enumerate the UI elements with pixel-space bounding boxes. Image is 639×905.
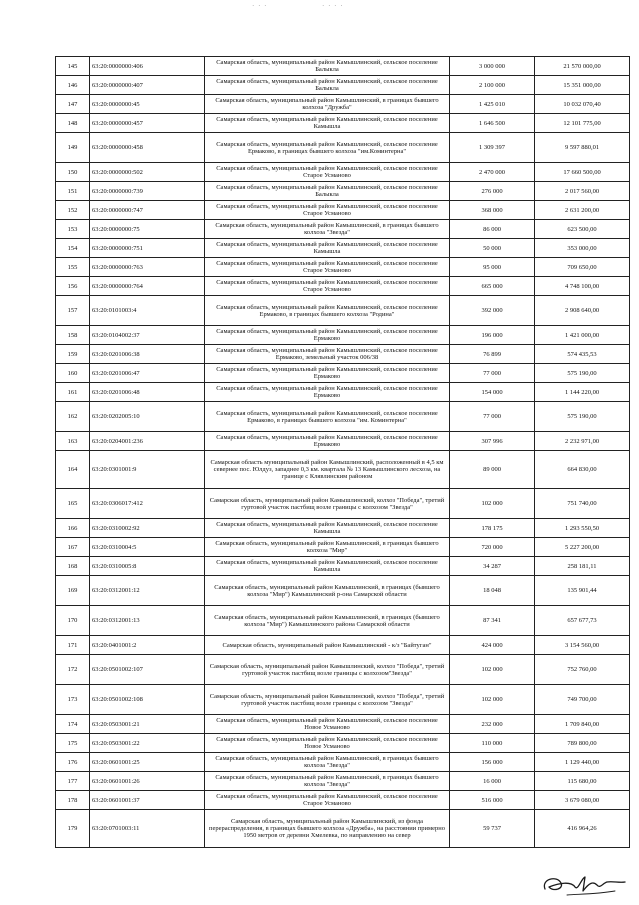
address-cell: Самарская область, муниципальный район Камышлинский, сельское поселение Балыкла — [205, 182, 450, 201]
area-cell: 1 646 500 — [450, 114, 535, 133]
cadastral-number-cell: 63:20:0000000:458 — [90, 133, 205, 163]
cost-cell: 21 570 000,00 — [535, 57, 630, 76]
cadastral-number-cell: 63:20:0000000:75 — [90, 220, 205, 239]
cadastral-number-cell: 63:20:0000000:751 — [90, 239, 205, 258]
table-row — [56, 345, 630, 364]
area-cell: 154 000 — [450, 383, 535, 402]
cadastral-number-cell: 63:20:0104002:37 — [90, 326, 205, 345]
table-row — [56, 715, 630, 734]
area-cell: 720 000 — [450, 538, 535, 557]
area-cell: 102 000 — [450, 489, 535, 519]
address-cell: Самарская область, муниципальный район Камышлинский, сельское поселение Балыкла — [205, 76, 450, 95]
cost-cell: 1 129 440,00 — [535, 753, 630, 772]
address-cell: Самарская область, муниципальный район Камышлинский, сельское поселение Старое Усманово — [205, 201, 450, 220]
table-row — [56, 489, 630, 519]
address-cell: Самарская область, муниципальный район Камышлинский, сельское поселение Ермаково, в границах бывшего колхоза "им.Коминтерна" — [205, 133, 450, 163]
cost-cell: 2 017 560,00 — [535, 182, 630, 201]
row-number-cell: 148 — [56, 114, 90, 133]
area-cell: 516 000 — [450, 791, 535, 810]
address-cell: Самарская область, муниципальный район Камышлинский, сельское поселение Новое Усманово — [205, 734, 450, 753]
table-row — [56, 606, 630, 636]
row-number-cell: 147 — [56, 95, 90, 114]
table-row — [56, 557, 630, 576]
address-cell: Самарская область, муниципальный район Камышлинский, сельское поселение Ермаково, в границах бывшего колхоза "Родина" — [205, 296, 450, 326]
row-number-cell: 167 — [56, 538, 90, 557]
cadastral-number-cell: 63:20:0101003:4 — [90, 296, 205, 326]
address-cell: Самарская область, муниципальный район Камышлинский, в границах (бывшего колхоза "Мир") Камышлинского района Самарской области — [205, 606, 450, 636]
row-number-cell: 178 — [56, 791, 90, 810]
table-row — [56, 182, 630, 201]
cost-cell: 709 650,00 — [535, 258, 630, 277]
table-row — [56, 753, 630, 772]
row-number-cell: 162 — [56, 402, 90, 432]
address-cell: Самарская область, муниципальный район Камышлинский, сельское поселение Балыкла — [205, 57, 450, 76]
cadastral-number-cell: 63:20:0306017:412 — [90, 489, 205, 519]
address-cell: Самарская область, муниципальный район Камышлинский, сельское поселение Ермаково — [205, 432, 450, 451]
cost-cell: 3 679 080,00 — [535, 791, 630, 810]
address-cell: Самарская область, муниципальный район Камышлинский, сельское поселение Старое Усманово — [205, 258, 450, 277]
cost-cell: 17 660 500,00 — [535, 163, 630, 182]
table-row — [56, 296, 630, 326]
cadastral-number-cell: 63:20:0202005:10 — [90, 402, 205, 432]
cadastral-number-cell: 63:20:0503001:22 — [90, 734, 205, 753]
cost-cell: 657 677,73 — [535, 606, 630, 636]
row-number-cell: 172 — [56, 655, 90, 685]
table-row — [56, 538, 630, 557]
cost-cell: 353 000,00 — [535, 239, 630, 258]
cost-cell: 751 740,00 — [535, 489, 630, 519]
area-cell: 665 000 — [450, 277, 535, 296]
row-number-cell: 156 — [56, 277, 90, 296]
cost-cell: 9 597 880,01 — [535, 133, 630, 163]
cost-cell: 574 435,53 — [535, 345, 630, 364]
cadastral-number-cell: 63:20:0000000:763 — [90, 258, 205, 277]
signature — [537, 861, 637, 901]
cost-cell: 1 421 000,00 — [535, 326, 630, 345]
table-row — [56, 326, 630, 345]
area-cell: 18 048 — [450, 576, 535, 606]
address-cell: Самарская область, муниципальный район Камышлинский, колхоз "Победа", третий гуртовой участок пастбищ возле границы с колхозом "Звезда" — [205, 685, 450, 715]
row-number-cell: 175 — [56, 734, 90, 753]
cost-cell: 1 293 550,50 — [535, 519, 630, 538]
table-row — [56, 220, 630, 239]
address-cell: Самарская область, муниципальный район Камышлинский, в границах бывшего колхоза "Звезда" — [205, 220, 450, 239]
address-cell: Самарская область, муниципальный район Камышлинский, сельское поселение Камышла — [205, 519, 450, 538]
row-number-cell: 164 — [56, 451, 90, 489]
cadastral-number-cell: 63:20:0000000:45 — [90, 95, 205, 114]
table-row — [56, 810, 630, 848]
cadastral-number-cell: 63:20:0201006:48 — [90, 383, 205, 402]
area-cell: 110 000 — [450, 734, 535, 753]
address-cell: Самарская область, муниципальный район Камышлинский, сельское поселение Ермаково — [205, 364, 450, 383]
cost-cell: 1 144 220,00 — [535, 383, 630, 402]
row-number-cell: 154 — [56, 239, 90, 258]
table-row — [56, 636, 630, 655]
cadastral-number-cell: 63:20:0204001:236 — [90, 432, 205, 451]
area-cell: 2 470 000 — [450, 163, 535, 182]
row-number-cell: 153 — [56, 220, 90, 239]
address-cell: Самарская область, муниципальный район Камышлинский, сельское поселение Старое Усманово — [205, 791, 450, 810]
table-row — [56, 364, 630, 383]
cost-cell: 575 190,00 — [535, 364, 630, 383]
address-cell: Самарская область, муниципальный район Камышлинский, сельское поселение Камышла — [205, 239, 450, 258]
cost-cell: 15 351 000,00 — [535, 76, 630, 95]
area-cell: 77 000 — [450, 364, 535, 383]
cost-cell: 4 748 100,00 — [535, 277, 630, 296]
cadastral-number-cell: 63:20:0701003:11 — [90, 810, 205, 848]
cadastral-number-cell: 63:20:0401001:2 — [90, 636, 205, 655]
row-number-cell: 159 — [56, 345, 90, 364]
address-cell: Самарская область, муниципальный район Камышлинский, в границах бывшего колхоза "Дружба" — [205, 95, 450, 114]
table-row — [56, 576, 630, 606]
row-number-cell: 146 — [56, 76, 90, 95]
cost-cell: 752 760,00 — [535, 655, 630, 685]
cadastral-number-cell: 63:20:0000000:502 — [90, 163, 205, 182]
cadastral-number-cell: 63:20:0601001:25 — [90, 753, 205, 772]
area-cell: 16 000 — [450, 772, 535, 791]
area-cell: 392 000 — [450, 296, 535, 326]
area-cell: 77 000 — [450, 402, 535, 432]
cost-cell: 623 500,00 — [535, 220, 630, 239]
table-row — [56, 432, 630, 451]
cadastral-number-cell: 63:20:0000000:406 — [90, 57, 205, 76]
address-cell: Самарская область, муниципальный район Камышлинский, сельское поселение Ермаково, земельный участок 006/38 — [205, 345, 450, 364]
table-row — [56, 95, 630, 114]
area-cell: 1 309 397 — [450, 133, 535, 163]
row-number-cell: 176 — [56, 753, 90, 772]
cost-cell: 115 680,00 — [535, 772, 630, 791]
area-cell: 276 000 — [450, 182, 535, 201]
cadastral-number-cell: 63:20:0000000:764 — [90, 277, 205, 296]
table-row — [56, 239, 630, 258]
row-number-cell: 152 — [56, 201, 90, 220]
cadastral-number-cell: 63:20:0501002:107 — [90, 655, 205, 685]
cadastral-number-cell: 63:20:0000000:457 — [90, 114, 205, 133]
row-number-cell: 163 — [56, 432, 90, 451]
cost-cell: 2 232 971,00 — [535, 432, 630, 451]
address-cell: Самарская область, муниципальный район Камышлинский, в границах бывшего колхоза "Звезда" — [205, 753, 450, 772]
cost-cell: 2 908 640,00 — [535, 296, 630, 326]
table-row — [56, 772, 630, 791]
address-cell: Самарская область, муниципальный район Камышлинский, из фонда перераспределения, в границах бывшего колхоза «Дружба», на расстоянии примерно 1950 метров от деревни Хмелевка, по направлению на север — [205, 810, 450, 848]
row-number-cell: 160 — [56, 364, 90, 383]
address-cell: Самарская область, муниципальный район Камышлинский, колхоз "Победа", третий гуртовой участок пастбищ возле границы с колхозом"Звезда" — [205, 655, 450, 685]
cadastral-number-cell: 63:20:0201006:47 — [90, 364, 205, 383]
address-cell: Самарская область, муниципальный район Камышлинский, сельское поселение Ермаково, в границах бывшего колхоза "им. Коминтерна" — [205, 402, 450, 432]
cadastral-number-cell: 63:20:0601001:37 — [90, 791, 205, 810]
area-cell: 50 000 — [450, 239, 535, 258]
table-row — [56, 655, 630, 685]
area-cell: 34 287 — [450, 557, 535, 576]
row-number-cell: 174 — [56, 715, 90, 734]
area-cell: 368 000 — [450, 201, 535, 220]
row-number-cell: 179 — [56, 810, 90, 848]
cadastral-number-cell: 63:20:0000000:747 — [90, 201, 205, 220]
area-cell: 89 000 — [450, 451, 535, 489]
cadastral-number-cell: 63:20:0201006:38 — [90, 345, 205, 364]
cadastral-number-cell: 63:20:0301001:9 — [90, 451, 205, 489]
table-row — [56, 114, 630, 133]
area-cell: 102 000 — [450, 685, 535, 715]
cost-cell: 10 032 070,40 — [535, 95, 630, 114]
table-row — [56, 76, 630, 95]
cost-cell: 664 830,00 — [535, 451, 630, 489]
address-cell: Самарская область, муниципальный район Камышлинский, сельское поселение Новое Усманово — [205, 715, 450, 734]
address-cell: Самарская область, муниципальный район Камышлинский, сельское поселение Ермаково — [205, 326, 450, 345]
row-number-cell: 169 — [56, 576, 90, 606]
cadastral-number-cell: 63:20:0501002:108 — [90, 685, 205, 715]
cost-cell: 3 154 560,00 — [535, 636, 630, 655]
cadastral-number-cell: 63:20:0601001:26 — [90, 772, 205, 791]
table-row — [56, 277, 630, 296]
table-row — [56, 383, 630, 402]
cadastral-number-cell: 63:20:0312001:12 — [90, 576, 205, 606]
cost-cell: 258 181,11 — [535, 557, 630, 576]
header-mark-right: · · · · — [322, 2, 344, 10]
area-cell: 1 425 010 — [450, 95, 535, 114]
table-row — [56, 57, 630, 76]
cost-cell: 416 964,26 — [535, 810, 630, 848]
row-number-cell: 158 — [56, 326, 90, 345]
address-cell: Самарская область, муниципальный район Камышлинский, сельское поселение Камышла — [205, 114, 450, 133]
row-number-cell: 171 — [56, 636, 90, 655]
table-row — [56, 451, 630, 489]
area-cell: 178 175 — [450, 519, 535, 538]
cost-cell: 5 227 200,00 — [535, 538, 630, 557]
cost-cell: 575 190,00 — [535, 402, 630, 432]
address-cell: Самарская область, муниципальный район Камышлинский, в границах бывшего колхоза "Звезда" — [205, 772, 450, 791]
area-cell: 196 000 — [450, 326, 535, 345]
area-cell: 95 000 — [450, 258, 535, 277]
cadastral-number-cell: 63:20:0503001:21 — [90, 715, 205, 734]
address-cell: Самарская область муниципальный район Камышлинский, расположенный в 4,5 км севернее пос. Юлдуз, западнее 0,3 км. квартала № 13 Камышлинского лесхоза, на границе с Клявлинским районом — [205, 451, 450, 489]
row-number-cell: 155 — [56, 258, 90, 277]
cadastral-number-cell: 63:20:0000000:739 — [90, 182, 205, 201]
row-number-cell: 173 — [56, 685, 90, 715]
area-cell: 2 100 000 — [450, 76, 535, 95]
cadastral-number-cell: 63:20:0310005:8 — [90, 557, 205, 576]
table-row — [56, 163, 630, 182]
cost-cell: 789 800,00 — [535, 734, 630, 753]
row-number-cell: 149 — [56, 133, 90, 163]
area-cell: 424 000 — [450, 636, 535, 655]
table-row — [56, 519, 630, 538]
header-marks — [252, 2, 372, 16]
area-cell: 86 000 — [450, 220, 535, 239]
area-cell: 87 341 — [450, 606, 535, 636]
land-plots-table — [55, 56, 630, 848]
address-cell: Самарская область, муниципальный район Камышлинский, сельское поселение Камышла — [205, 557, 450, 576]
row-number-cell: 168 — [56, 557, 90, 576]
table-row — [56, 791, 630, 810]
address-cell: Самарская область, муниципальный район Камышлинский, сельское поселение Ермаково — [205, 383, 450, 402]
cost-cell: 1 709 840,00 — [535, 715, 630, 734]
address-cell: Самарская область, муниципальный район Камышлинский, в границах (бывшего колхоза "Мир") Камышлинский р-она Самарской области — [205, 576, 450, 606]
row-number-cell: 165 — [56, 489, 90, 519]
cost-cell: 2 631 200,00 — [535, 201, 630, 220]
row-number-cell: 161 — [56, 383, 90, 402]
table-row — [56, 133, 630, 163]
cadastral-number-cell: 63:20:0310002:92 — [90, 519, 205, 538]
address-cell: Самарская область, муниципальный район Камышлинский, колхоз "Победа", третий гуртовой участок пастбищ возле границы с колхозом "Звезда" — [205, 489, 450, 519]
area-cell: 307 996 — [450, 432, 535, 451]
row-number-cell: 157 — [56, 296, 90, 326]
area-cell: 232 000 — [450, 715, 535, 734]
cadastral-number-cell: 63:20:0000000:407 — [90, 76, 205, 95]
table-row — [56, 402, 630, 432]
address-cell: Самарская область, муниципальный район Камышлинский, сельское поселение Старое Усманово — [205, 163, 450, 182]
area-cell: 102 000 — [450, 655, 535, 685]
row-number-cell: 166 — [56, 519, 90, 538]
cadastral-number-cell: 63:20:0310004:5 — [90, 538, 205, 557]
table-row — [56, 734, 630, 753]
cost-cell: 12 101 775,00 — [535, 114, 630, 133]
address-cell: Самарская область, муниципальный район Камышлинский - к/з "Байтуган" — [205, 636, 450, 655]
row-number-cell: 177 — [56, 772, 90, 791]
table-row — [56, 201, 630, 220]
table-body — [56, 57, 630, 848]
row-number-cell: 151 — [56, 182, 90, 201]
cadastral-number-cell: 63:20:0312001:13 — [90, 606, 205, 636]
area-cell: 156 000 — [450, 753, 535, 772]
area-cell: 59 737 — [450, 810, 535, 848]
header-mark-left: · · · — [252, 2, 268, 10]
row-number-cell: 145 — [56, 57, 90, 76]
address-cell: Самарская область, муниципальный район Камышлинский, в границах бывшего колхоза "Мир" — [205, 538, 450, 557]
cost-cell: 749 700,00 — [535, 685, 630, 715]
area-cell: 3 000 000 — [450, 57, 535, 76]
table-row — [56, 685, 630, 715]
table-row — [56, 258, 630, 277]
area-cell: 76 899 — [450, 345, 535, 364]
row-number-cell: 170 — [56, 606, 90, 636]
address-cell: Самарская область, муниципальный район Камышлинский, сельское поселение Старое Усманово — [205, 277, 450, 296]
row-number-cell: 150 — [56, 163, 90, 182]
cost-cell: 135 901,44 — [535, 576, 630, 606]
